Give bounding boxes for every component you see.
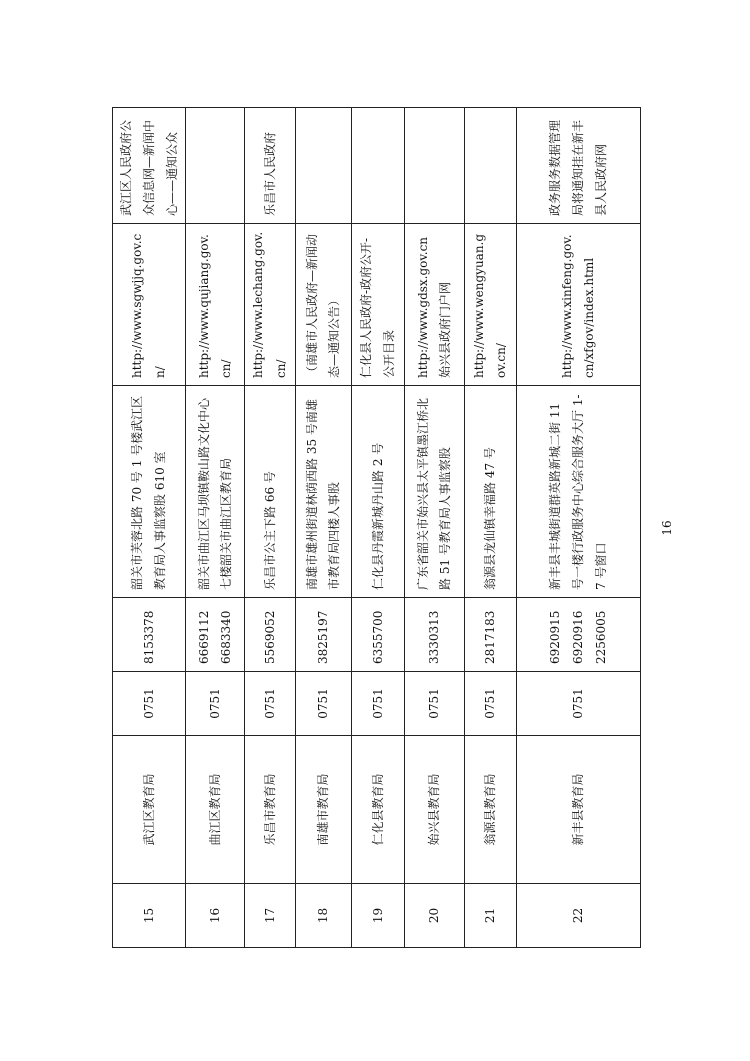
bureau-name: 南雄市教育局 — [316, 773, 331, 846]
bureau-name-cell — [186, 736, 245, 884]
bureau-name-cell — [245, 736, 296, 884]
area-code-cell — [113, 672, 186, 736]
website-cell — [295, 224, 351, 386]
address: 韶关市曲江区马坝镇鞍山路文化中心七楼韶关市曲江区教育局 — [196, 397, 234, 590]
row-number-cell — [404, 884, 464, 948]
row-number-cell — [295, 884, 351, 948]
address: 新丰县丰城街道群英路新城二街 11 号一楼行政服务中心综合服务大厅 1-7 号窗口 — [548, 394, 608, 590]
address-cell — [186, 386, 245, 598]
phone-numbers-line: 5569052 — [262, 610, 277, 664]
table-body — [113, 108, 641, 948]
note-cell — [404, 108, 464, 224]
website-line: 始兴县政府门户网 — [438, 281, 453, 378]
website-line: （南雄市人民政府—新闻动态—通知公告） — [304, 233, 342, 378]
bureau-name: 新丰县教育局 — [571, 773, 586, 846]
phone-numbers-cell — [351, 598, 404, 672]
phone-numbers-cell — [464, 598, 516, 672]
address: 广东省韶关市始兴县太平镇墨江桥北路 51 号教育局人事监察股 — [415, 397, 453, 590]
note-cell — [113, 108, 186, 224]
website-cell — [464, 224, 516, 386]
table-row — [404, 108, 464, 948]
address-cell — [245, 386, 296, 598]
address: 仁化县丹霞新城丹山路 2 号 — [370, 442, 385, 590]
row-number-cell — [113, 884, 186, 948]
row-number: 19 — [370, 907, 385, 924]
area-code: 0751 — [571, 688, 586, 719]
phone-numbers-line: 8153378 — [141, 610, 156, 664]
table-row — [245, 108, 296, 948]
website-line: http://www.sgwjjq.gov.cn/ — [130, 233, 168, 378]
row-number: 21 — [483, 907, 498, 924]
website-cell — [113, 224, 186, 386]
phone-numbers-line: 2817183 — [483, 610, 498, 664]
website-line: 仁化县人民政府-政府公开-公开目录 — [359, 237, 396, 378]
address: 韶关市芙蓉北路 70 号 1 号楼武江区教育局人事监察股 610 室 — [130, 395, 168, 590]
phone-numbers-cell — [186, 598, 245, 672]
phone-numbers-cell — [295, 598, 351, 672]
bureau-name-cell — [404, 736, 464, 884]
address-cell — [516, 386, 640, 598]
address-cell — [464, 386, 516, 598]
bureau-name: 武江区教育局 — [141, 773, 156, 846]
row-number-cell — [245, 884, 296, 948]
row-number: 16 — [207, 907, 222, 924]
address-cell — [295, 386, 351, 598]
website-cell — [516, 224, 640, 386]
website-line: http://www.qujiang.gov.cn/ — [196, 234, 234, 378]
area-code: 0751 — [316, 688, 331, 719]
phone-numbers-cell — [245, 598, 296, 672]
website-cell — [245, 224, 296, 386]
table-row — [516, 108, 640, 948]
website-cell — [351, 224, 404, 386]
phone-numbers-line: 6669112 — [196, 610, 211, 664]
row-number-cell — [464, 884, 516, 948]
phone-numbers-cell — [113, 598, 186, 672]
note: 政务服务数据管理局将通知挂在新丰县人民政府网 — [548, 119, 608, 216]
bureau-name: 曲江区教育局 — [207, 773, 222, 846]
note: 乐昌市人民政府 — [262, 131, 277, 216]
row-number: 22 — [571, 907, 586, 924]
address: 南雄市雄州街道林荫西路 35 号南雄市教育局四楼人事股 — [304, 399, 342, 590]
phone-numbers-cell — [516, 598, 640, 672]
area-code-cell — [351, 672, 404, 736]
row-number-cell — [351, 884, 404, 948]
phone-numbers-line: 2256005 — [593, 610, 608, 664]
website-cell — [404, 224, 464, 386]
note-cell — [186, 108, 245, 224]
area-code: 0751 — [141, 688, 156, 719]
page-number: 16 — [660, 520, 674, 536]
note-cell — [516, 108, 640, 224]
bureau-name: 始兴县教育局 — [427, 773, 442, 846]
phone-numbers-line: 6683340 — [219, 610, 234, 664]
area-code-cell — [295, 672, 351, 736]
note-cell — [295, 108, 351, 224]
table-row — [351, 108, 404, 948]
area-code: 0751 — [262, 688, 277, 719]
bureau-name-cell — [464, 736, 516, 884]
address-cell — [404, 386, 464, 598]
address: 翁源县龙仙镇幸福路 47 号 — [483, 447, 498, 590]
website-line: http://www.gdsx.gov.cn — [415, 236, 430, 378]
note-cell — [464, 108, 516, 224]
area-code: 0751 — [207, 688, 222, 719]
note: 武江区人民政府公众信息网—新闻中心——通知公众 — [119, 119, 179, 216]
address-cell — [351, 386, 404, 598]
area-code: 0751 — [370, 688, 385, 719]
bureau-name-cell — [516, 736, 640, 884]
row-number-cell — [516, 884, 640, 948]
bureau-name-cell — [295, 736, 351, 884]
row-number-cell — [186, 884, 245, 948]
area-code: 0751 — [483, 688, 498, 719]
phone-numbers-line: 6920916 — [571, 610, 586, 664]
phone-numbers-line: 3825197 — [316, 610, 331, 664]
bureau-name-cell — [351, 736, 404, 884]
area-code-cell — [245, 672, 296, 736]
phone-numbers-line: 6920915 — [548, 610, 563, 664]
phone-numbers-cell — [404, 598, 464, 672]
area-code-cell — [186, 672, 245, 736]
contact-table — [112, 107, 641, 948]
area-code-cell — [404, 672, 464, 736]
row-number: 18 — [316, 907, 331, 924]
note-cell — [351, 108, 404, 224]
table-row — [113, 108, 186, 948]
website-line: http://www.xinfeng.gov.cn/xfgov/index.html — [559, 234, 597, 378]
area-code: 0751 — [427, 688, 442, 719]
bureau-name: 乐昌市教育局 — [262, 773, 277, 846]
phone-numbers-line: 3330313 — [427, 610, 442, 664]
address: 乐昌市公主下路 66 号 — [262, 471, 277, 590]
bureau-name-cell — [113, 736, 186, 884]
bureau-name: 仁化县教育局 — [370, 773, 385, 846]
phone-numbers-line: 6355700 — [370, 610, 385, 664]
area-code-cell — [516, 672, 640, 736]
area-code-cell — [464, 672, 516, 736]
table-row — [186, 108, 245, 948]
row-number: 20 — [427, 907, 442, 924]
table-row — [295, 108, 351, 948]
rotated-table-wrapper — [112, 108, 633, 948]
website-cell — [186, 224, 245, 386]
note-cell — [245, 108, 296, 224]
website-line: http://www.wengyuan.gov.cn/ — [471, 233, 509, 378]
row-number: 15 — [141, 907, 156, 924]
address-cell — [113, 386, 186, 598]
row-number: 17 — [262, 907, 277, 924]
bureau-name: 翁源县教育局 — [483, 773, 498, 846]
website-line: http://www.lechang.gov.cn/ — [251, 231, 289, 378]
table-row — [464, 108, 516, 948]
